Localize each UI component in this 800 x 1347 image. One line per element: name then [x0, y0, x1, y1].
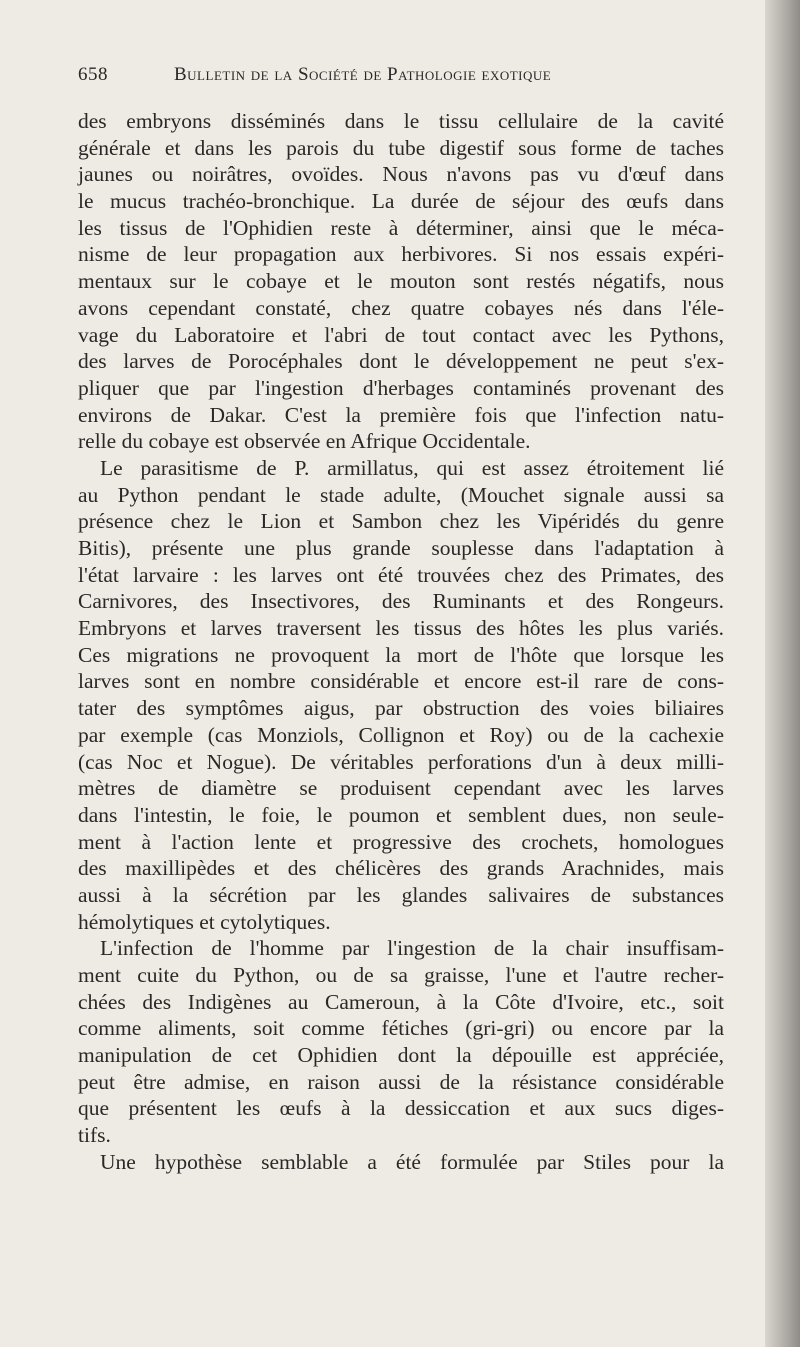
text-line: présence chez le Lion et Sambon chez les Vipéridés du genre [78, 509, 724, 534]
text-line: mètres de diamètre se produisent cependant avec les larves [78, 776, 724, 801]
text-line: chées des Indigènes au Cameroun, à la Côte d'Ivoire, etc., soit [78, 989, 724, 1014]
text-line: Carnivores, des Insectivores, des Ruminants et des Rongeurs. [78, 589, 724, 614]
text-line: dans l'intestin, le foie, le poumon et semblent dues, non seule- [78, 802, 724, 827]
text-line: l'état larvaire : les larves ont été trouvées chez des Primates, des [78, 562, 724, 587]
book-binding-edge [765, 0, 800, 1347]
text-line: tater des symptômes aigus, par obstruction des voies biliaires [78, 696, 724, 721]
text-line: jaunes ou noirâtres, ovoïdes. Nous n'avons pas vu d'œuf dans [78, 162, 724, 187]
text-line: Embryons et larves traversent les tissus des hôtes les plus variés. [78, 616, 724, 641]
text-line: vage du Laboratoire et l'abri de tout contact avec les Pythons, [78, 322, 724, 347]
text-line: peut être admise, en raison aussi de la résistance considérable [78, 1069, 724, 1094]
text-line: comme aliments, soit comme fétiches (gri-gri) ou encore par la [78, 1016, 724, 1041]
text-line: L'infection de l'homme par l'ingestion de la chair insuffisam- [100, 936, 724, 961]
page-number: 658 [78, 64, 108, 85]
text-line: larves sont en nombre considérable et encore est-il rare de cons- [78, 669, 724, 694]
text-line: avons cependant constaté, chez quatre cobayes nés dans l'éle- [78, 295, 724, 320]
text-line: Le parasitisme de P. armillatus, qui est assez étroitement lié [100, 455, 724, 480]
text-line: (cas Noc et Nogue). De véritables perforations d'un à deux milli- [78, 749, 724, 774]
running-head [78, 64, 718, 92]
text-line: des larves de Porocéphales dont le développement ne peut s'ex- [78, 349, 724, 374]
journal-title: Bulletin de la Société de Pathologie exotique [174, 64, 552, 85]
text-line: aussi à la sécrétion par les glandes salivaires de substances [78, 882, 724, 907]
text-line: au Python pendant le stade adulte, (Mouchet signale aussi sa [78, 482, 724, 507]
text-line: ment à l'action lente et progressive des crochets, homologues [78, 829, 724, 854]
text-line: tifs. [78, 1123, 111, 1148]
body-text [78, 108, 724, 1176]
text-line: générale et dans les parois du tube digestif sous forme de taches [78, 135, 724, 160]
text-line: des maxillipèdes et des chélicères des grands Arachnides, mais [78, 856, 724, 881]
text-line: par exemple (cas Monziols, Collignon et Roy) ou de la cachexie [78, 722, 724, 747]
text-line: le mucus trachéo-bronchique. La durée de séjour des œufs dans [78, 189, 724, 214]
text-line: ment cuite du Python, ou de sa graisse, l'une et l'autre recher- [78, 963, 724, 987]
text-line: hémolytiques et cytolytiques. [78, 909, 331, 934]
text-line: Bitis), présente une plus grande souplesse dans l'adaptation à [78, 536, 724, 560]
text-line: mentaux sur le cobaye et le mouton sont restés négatifs, nous [78, 269, 724, 294]
text-line: les tissus de l'Ophidien reste à déterminer, ainsi que le méca- [78, 215, 724, 240]
text-line: nisme de leur propagation aux herbivores. Si nos essais expéri- [78, 242, 724, 267]
text-line: Une hypothèse semblable a été formulée par Stiles pour la [100, 1149, 724, 1174]
text-line: des embryons disséminés dans le tissu cellulaire de la cavité [78, 109, 724, 133]
text-line: que présentent les œufs à la dessiccation et aux sucs diges- [78, 1096, 724, 1121]
text-line: manipulation de cet Ophidien dont la dépouille est appréciée, [78, 1043, 724, 1068]
text-line: Ces migrations ne provoquent la mort de l'hôte que lorsque les [78, 642, 724, 667]
text-line: pliquer que par l'ingestion d'herbages contaminés provenant des [78, 375, 724, 400]
text-line: environs de Dakar. C'est la première fois que l'infection natu- [78, 402, 724, 427]
text-line: relle du cobaye est observée en Afrique Occidentale. [78, 429, 531, 454]
